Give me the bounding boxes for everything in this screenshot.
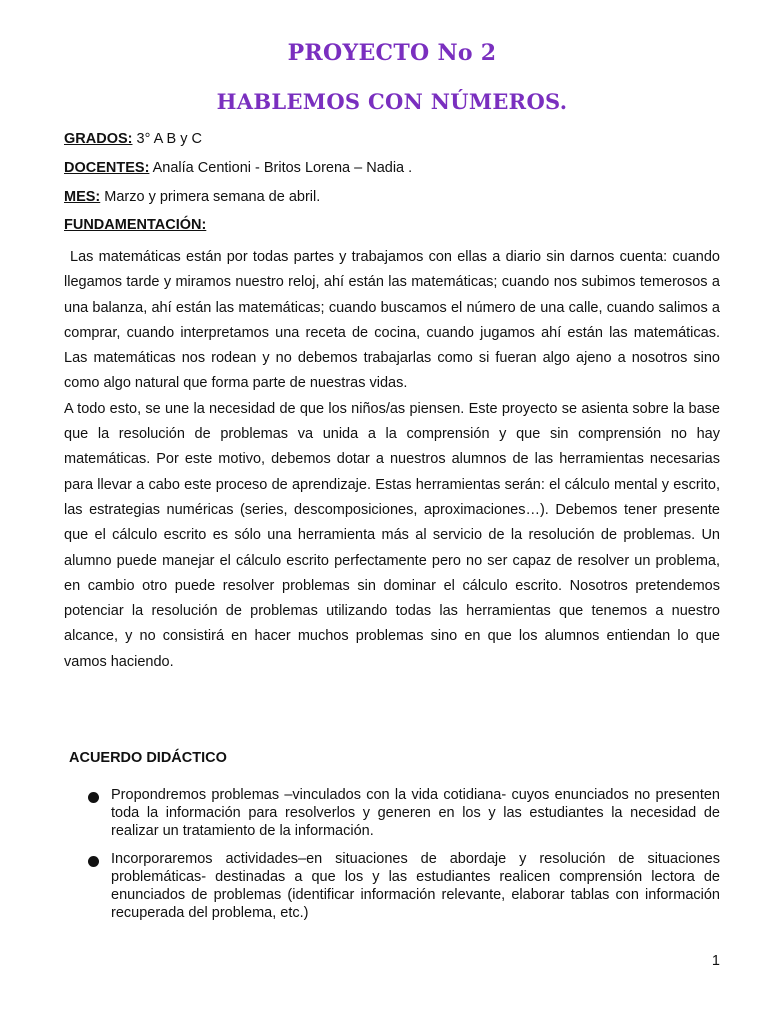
list-item: [86, 850, 720, 922]
document-page: [64, 0, 720, 1024]
docentes-value: Analía Centioni - Britos Lorena – Nadia .: [149, 160, 413, 176]
fundamentacion-body: [64, 245, 720, 675]
docentes-field: [64, 160, 412, 176]
bullet-icon: [88, 856, 99, 867]
list-item-text: Propondremos problemas –vinculados con la vida cotidiana- cuyos enunciados no presenten toda la información para resolverlos y generen en los y las estudiantes la necesidad de realizar un tratamiento de la información.: [111, 787, 720, 839]
docentes-label: DOCENTES:: [64, 160, 150, 176]
project-subtitle: HABLEMOS CON NÚMEROS.: [216, 89, 568, 114]
bullet-icon: [88, 792, 99, 803]
paragraph-2: A todo esto, se une la necesidad de que los niños/as piensen. Este proyecto se asienta sobre la base que la resolución de problemas va unida a la comprensión y que sin comprensión no hay matemáticas. Por este motivo, debemos dotar a nuestros alumnos de las herramientas necesarias para llevar a cabo este proceso de aprendizaje. Estas herramientas serán: el cálculo mental y escrito, las estrategias numéricas (series, descomposiciones, aproximaciones…). Debemos tener presente que el cálculo escrito es sólo una herramienta más al servicio de la resolución de problemas. Un alumno puede manejar el cálculo escrito perfectamente pero no ser capaz de resolver un problema, en cambio otro puede resolver problemas sin dominar el cálculo escrito. Nosotros pretendemos potenciar la resolución de problemas utilizando todas las herramientas que tenemos a nuestro alcance, y no consistirá en hacer muchos problemas sino en que los alumnos entiendan lo que vamos haciendo.: [64, 400, 720, 670]
project-title: PROYECTO No 2: [287, 40, 497, 66]
grados-field: [64, 131, 202, 147]
list-item: [86, 786, 720, 840]
mes-field: [64, 189, 320, 205]
page-number: 1: [711, 953, 720, 969]
acuerdo-heading: ACUERDO DIDÁCTICO: [69, 750, 227, 766]
fundamentacion-label: FUNDAMENTACIÓN:: [64, 217, 207, 233]
acuerdo-list: [86, 786, 720, 932]
mes-label: MES:: [64, 189, 101, 205]
grados-value: 3° A B y C: [132, 131, 202, 147]
fundamentacion-heading: [64, 217, 206, 233]
grados-label: GRADOS:: [64, 131, 133, 147]
paragraph-1: Las matemáticas están por todas partes y trabajamos con ellas a diario sin darnos cuenta: cuando llegamos tarde y miramos nuestro reloj, ahí están las matemáticas; cuando nos subimos temerosos a una balanza, ahí están las matemáticas; cuando buscamos el número de una calle, cuando salimos a comprar, cuando interpretamos una receta de cocina, cuando jugamos ahí están las matemáticas. Las matemáticas nos rodean y no debemos trabajarlas como si fueran algo ajeno a nosotros sino como algo natural que forma parte de nuestras vidas.: [64, 249, 720, 392]
mes-value: Marzo y primera semana de abril.: [100, 189, 321, 205]
list-item-text: Incorporaremos actividades–en situaciones de abordaje y resolución de situaciones problemáticas- destinadas a que los y las estudiantes realicen comprensión lectora de enunciados de problemas (identificar información relevante, elaborar tablas con información recuperada del problema, etc.): [111, 851, 720, 921]
